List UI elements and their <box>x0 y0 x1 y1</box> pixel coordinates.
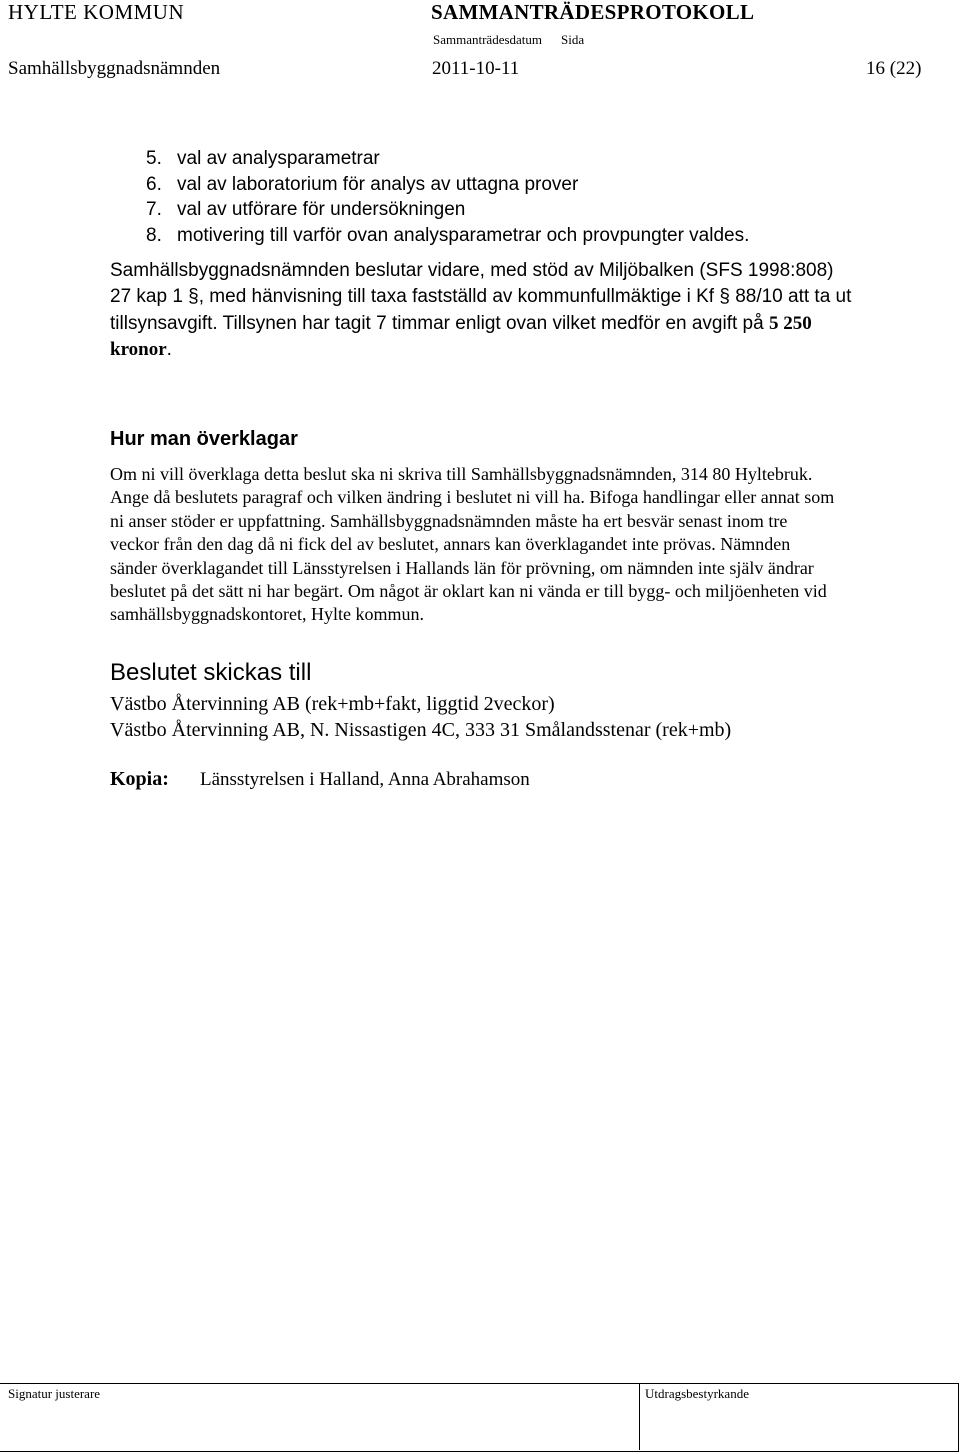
fee-unit: kronor <box>110 338 167 360</box>
certification-label: Utdragsbestyrkande <box>645 1386 749 1401</box>
appeal-heading: Hur man överklagar <box>110 428 298 450</box>
appeal-line: Ange då beslutets paragraf och vilken ändring i beslutet ni vill ha. Bifoga handlingar eller annat som <box>110 487 835 508</box>
numbered-list <box>146 146 749 248</box>
appeal-line: samhällsbyggnadskontoret, Hylte kommun. <box>110 604 424 625</box>
list-item-number: 6. <box>146 173 162 195</box>
list-item-text: val av analysparametrar <box>177 148 380 169</box>
recipients-heading: Beslutet skickas till <box>110 659 312 686</box>
decision-line: Samhällsbyggnadsnämnden beslutar vidare, med stöd av Miljöbalken (SFS 1998:808) <box>110 260 834 281</box>
list-item-text: motivering till varför ovan analysparametrar och provpungter valdes. <box>177 224 750 246</box>
meeting-date: 2011-10-11 <box>432 58 520 79</box>
decision-paragraph <box>110 258 930 363</box>
copy-recipient: Länsstyrelsen i Halland, Anna Abrahamson <box>200 769 530 790</box>
list-item-number: 7. <box>146 199 162 220</box>
recipient-list <box>110 692 731 743</box>
appeal-line: ni anser stöder er uppfattning. Samhällsbyggnadsnämnden måste ha ert besvär senast inom tre <box>110 510 788 531</box>
recipient: Västbo Återvinning AB (rek+mb+fakt, liggtid 2veckor) <box>110 693 555 715</box>
appeal-line: sänder överklagandet till Länsstyrelsen i Hallands län för prövning, om nämnden inte själv ändrar <box>110 557 814 578</box>
list-item <box>146 197 749 223</box>
decision-line <box>110 311 930 337</box>
list-item-text: val av utförare för undersökningen <box>177 199 466 220</box>
list-item <box>146 172 749 198</box>
list-item-number: 5. <box>146 148 162 169</box>
appeal-line: beslutet på det sätt ni har begärt. Om något är oklart kan ni vända er till bygg- och miljöenheten vid <box>110 581 827 602</box>
signature-footer <box>0 1383 959 1452</box>
document-type: SAMMANTRÄDESPROTOKOLL <box>431 0 755 24</box>
list-item-text: val av laboratorium för analys av uttagna prover <box>177 173 579 195</box>
list-item <box>146 146 749 172</box>
copy-label: Kopia: <box>110 768 169 790</box>
committee-name: Samhällsbyggnadsnämnden <box>8 58 221 79</box>
appeal-paragraph <box>110 463 834 627</box>
meeting-date-label: Sammanträdesdatum <box>433 32 543 47</box>
footer-divider <box>639 1383 640 1450</box>
page-number: 16 (22) <box>866 58 922 79</box>
appeal-line: veckor från den dag då ni fick del av beslutet, annars kan överklagandet inte prövas. Nämnden <box>110 534 791 555</box>
fee-amount: 5 250 <box>768 312 812 334</box>
decision-line: 27 kap 1 §, med hänvisning till taxa fastställd av kommunfullmäktige i Kf § 88/10 att ta ut <box>110 286 852 308</box>
page-label: Sida <box>561 32 585 47</box>
decision-end: . <box>166 338 172 360</box>
signature-label: Signatur justerare <box>8 1386 101 1401</box>
decision-line <box>110 337 930 363</box>
organization-name: HYLTE KOMMUN <box>8 0 185 24</box>
list-item-number: 8. <box>146 224 162 246</box>
list-item <box>146 223 749 249</box>
appeal-line: Om ni vill överklaga detta beslut ska ni skriva till Samhällsbyggnadsnämnden, 314 80 Hyltebruk. <box>110 464 813 484</box>
decision-line-text: tillsynsavgift. Tillsynen har tagit 7 timmar enligt ovan vilket medför en avgift på <box>110 312 769 334</box>
recipient: Västbo Återvinning AB, N. Nissastigen 4C, 333 31 Smålandsstenar (rek+mb) <box>110 718 732 741</box>
